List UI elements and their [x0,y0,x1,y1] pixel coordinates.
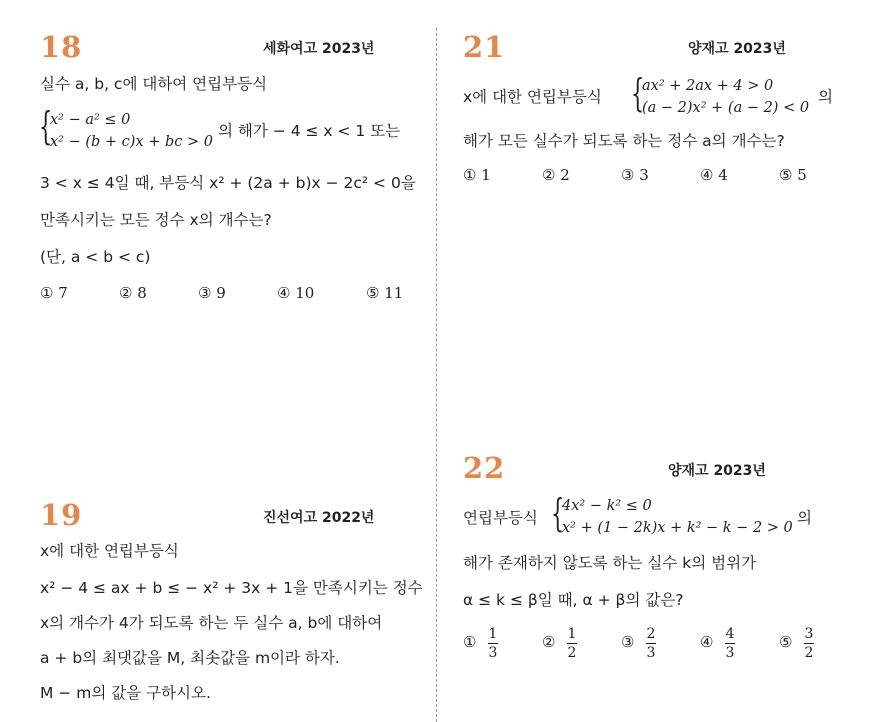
system-line-2: x² + (1 − 2k)x + k² − k − 2 > 0 [562,520,793,536]
problem-text-line: 해가 존재하지 않도록 하는 실수 k의 범위가 [463,554,757,572]
denominator: 3 [725,645,735,661]
denominator: 3 [488,645,498,661]
system-line-2: x² − (b + c)x + bc > 0 [50,134,213,150]
choice-label: ④ [700,633,714,651]
choice-label: ① [463,633,477,651]
fraction [567,626,577,661]
numerator: 1 [567,626,577,642]
system-brace: { [631,71,645,115]
answer-choice[interactable]: ② 8 [119,284,147,302]
problem-text-line: 의 [797,509,812,527]
answer-choice[interactable]: ① 7 [40,284,68,302]
problem-text-line: a + b의 최댓값을 M, 최솟값을 m이라 하자. [40,649,340,667]
column-divider [436,28,437,722]
problem-text-line: x의 개수가 4가 되도록 하는 두 실수 a, b에 대하여 [40,614,383,632]
problem-text-line: x² − 4 ≤ ax + b ≤ − x² + 3x + 1을 만족시키는 정수 [40,579,423,597]
problem-condition: (단, a < b < c) [40,248,151,266]
system-line-1: x² − a² ≤ 0 [50,112,131,128]
choice-label: ② [542,633,556,651]
problem-source: 세화여고 2023년 [263,41,375,57]
fraction [488,626,498,661]
denominator: 2 [567,645,577,661]
answer-choice[interactable]: ③ 9 [198,284,226,302]
answer-choice[interactable]: ⑤ 11 [366,284,404,302]
problem-source: 양재고 2023년 [688,41,786,57]
numerator: 1 [488,626,498,642]
fraction [804,626,814,661]
problem-text-line: x에 대한 연립부등식 [40,542,179,560]
answer-choice[interactable]: ④ 4 [700,166,728,184]
problem-source: 진선여고 2022년 [263,510,375,526]
problem-text-line: 3 < x ≤ 4일 때, 부등식 x² + (2a + b)x − 2c² < 0을 [40,174,416,192]
problem-text-line: α ≤ k ≤ β일 때, α + β의 값은? [463,591,684,609]
denominator: 3 [646,645,656,661]
numerator: 2 [646,626,656,642]
fraction [725,626,735,661]
problem-text-line: 만족시키는 모든 정수 x의 개수는? [40,211,272,229]
problem-number: 19 [40,498,83,532]
denominator: 2 [804,645,814,661]
problem-number: 18 [40,30,83,64]
problem-number: 21 [463,30,506,64]
problem-number: 22 [463,451,506,485]
system-line-1: ax² + 2ax + 4 > 0 [642,78,774,94]
system-brace: { [551,491,565,535]
answer-choice[interactable]: ① 1 [463,166,491,184]
problem-text-line: x에 대한 연립부등식 [463,88,602,106]
problem-text-line: 의 [818,88,833,106]
numerator: 4 [725,626,735,642]
system-brace: { [39,104,53,148]
answer-choice[interactable]: ② 2 [542,166,570,184]
problem-source: 양재고 2023년 [668,463,766,479]
choice-label: ⑤ [779,633,793,651]
answer-choice[interactable]: ③ 3 [621,166,649,184]
numerator: 3 [804,626,814,642]
choice-label: ③ [621,633,635,651]
problem-text-line: 실수 a, b, c에 대하여 연립부등식 [40,75,268,93]
problem-text-line: 해가 모든 실수가 되도록 하는 정수 a의 개수는? [463,132,785,150]
system-line-2: (a − 2)x² + (a − 2) < 0 [642,100,810,116]
answer-choice[interactable]: ⑤ 5 [779,166,807,184]
problem-text-line: 의 해가 − 4 ≤ x < 1 또는 [218,122,401,140]
problem-text-line: M − m의 값을 구하시오. [40,684,211,702]
fraction [646,626,656,661]
system-line-1: 4x² − k² ≤ 0 [562,498,652,514]
problem-text-line: 연립부등식 [463,509,538,527]
answer-choice[interactable]: ④ 10 [277,284,315,302]
